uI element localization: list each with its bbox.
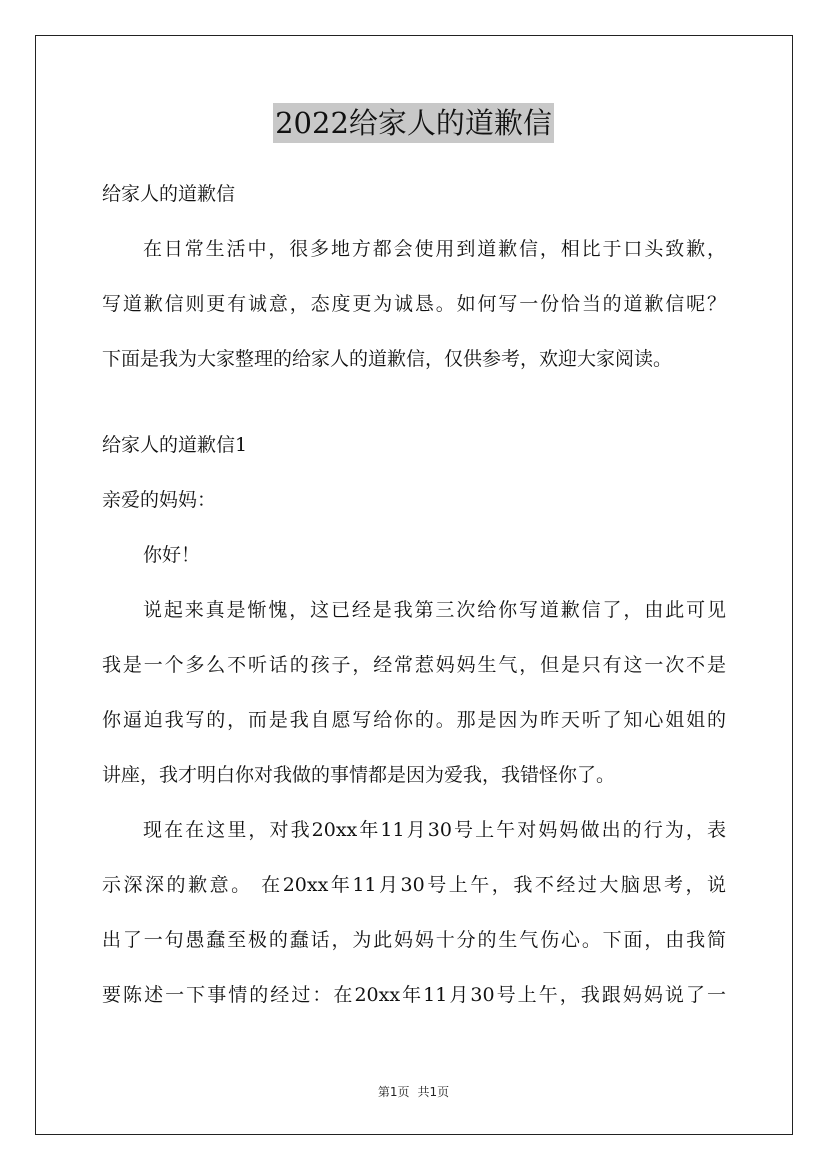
paragraph-line: 说起来真是惭愧，这已经是我第三次给你写道歉信了，由此可见 xyxy=(143,599,726,621)
paragraph-line: 出了一句愚蠢至极的蠢话，为此妈妈十分的生气伤心。下面，由我简 xyxy=(102,929,726,951)
paragraph-line: 现在在这里，对我20xx年11月30号上午对妈妈做出的行为，表 xyxy=(143,819,726,841)
paragraph-line: 要陈述一下事情的经过：在20xx年11月30号上午，我跟妈妈说了一 xyxy=(102,984,726,1006)
greeting: 你好！ xyxy=(143,544,201,566)
paragraph-line: 你逼迫我写的，而是我自愿写给你的。那是因为昨天听了知心姐姐的 xyxy=(102,709,726,731)
document-title: 2022给家人的道歉信 xyxy=(273,103,554,143)
page-total: 共1页 xyxy=(417,1085,450,1099)
intro-line: 写道歉信则更有诚意，态度更为诚恳。如何写一份恰当的道歉信呢？ xyxy=(102,293,726,315)
page-number: 第1页 xyxy=(377,1085,410,1099)
intro-line: 下面是我为大家整理的给家人的道歉信，仅供参考，欢迎大家阅读。 xyxy=(102,348,673,370)
paragraph-line: 讲座，我才明白你对我做的事情都是因为爱我，我错怪你了。 xyxy=(102,764,616,786)
intro-line: 在日常生活中，很多地方都会使用到道歉信，相比于口头致歉， xyxy=(143,238,726,260)
letter-title: 给家人的道歉信1 xyxy=(102,434,248,456)
document-body xyxy=(102,176,726,1032)
salutation: 亲爱的妈妈： xyxy=(102,489,217,511)
section-heading: 给家人的道歉信 xyxy=(102,183,236,205)
title-wrap xyxy=(0,103,827,143)
paragraph-line: 我是一个多么不听话的孩子，经常惹妈妈生气，但是只有这一次不是 xyxy=(102,654,726,676)
paragraph-gap xyxy=(102,396,726,427)
page-footer xyxy=(0,1083,827,1100)
paragraph-line: 示深深的歉意。 在20xx年11月30号上午，我不经过大脑思考，说 xyxy=(102,874,726,896)
